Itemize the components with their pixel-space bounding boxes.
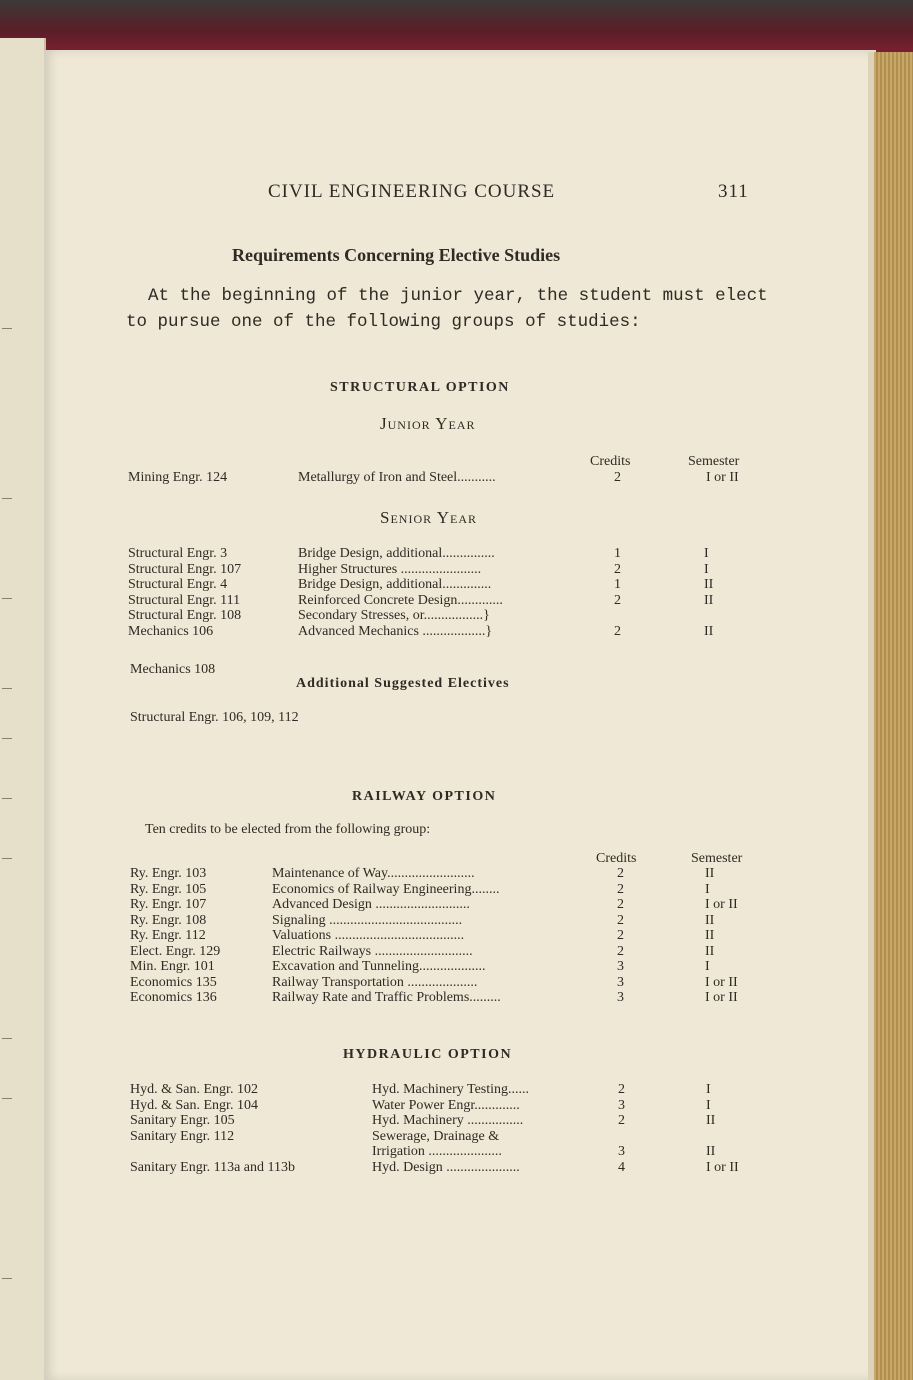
hydraulic-row-course: Irrigation ..................... [372, 1144, 502, 1159]
page-number: 311 [718, 181, 749, 202]
railway-row-code: Economics 135 [130, 974, 217, 990]
senior-row-course: Higher Structures ....................... [298, 561, 482, 577]
senior-row-code: Structural Engr. 4 [128, 577, 228, 592]
railway-row-credits: 3 [617, 959, 624, 974]
hydraulic-row-course: Sewerage, Drainage & [372, 1128, 500, 1144]
hydraulic-row-code: Hyd. & San. Engr. 102 [130, 1082, 258, 1097]
senior-row-credits: 2 [614, 561, 621, 577]
senior-row-course: Bridge Design, additional.............. [298, 577, 492, 592]
intro-line-2: to pursue one of the following groups of studies: [126, 312, 641, 332]
hydraulic-row-credits: 3 [618, 1144, 625, 1159]
junior-row-code: Mining Engr. 124 [128, 470, 228, 485]
railway-row-credits: 2 [617, 881, 624, 897]
senior-row-credits: 1 [614, 546, 621, 561]
junior-row-credits: 2 [614, 470, 621, 485]
senior-year-title: Senior Year [380, 508, 478, 527]
railway-row-credits: 2 [617, 928, 624, 943]
senior-row-code: Structural Engr. 111 [128, 592, 241, 608]
railway-note: Ten credits to be elected from the following group: [145, 822, 431, 837]
hydraulic-row-semester: I [706, 1082, 711, 1097]
railway-row-credits: 2 [617, 912, 624, 928]
credits-label: Credits [590, 454, 631, 469]
senior-row-code: Structural Engr. 3 [128, 546, 228, 561]
running-header: CIVIL ENGINEERING COURSE [268, 181, 556, 202]
hydraulic-row-credits: 2 [618, 1113, 625, 1128]
senior-row-credits: 2 [614, 592, 621, 608]
railway-row-semester: I or II [705, 897, 738, 912]
railway-row-course: Economics of Railway Engineering........ [272, 881, 500, 897]
hydraulic-row-code: Sanitary Engr. 105 [130, 1113, 235, 1128]
senior-row-semester: I [704, 546, 709, 561]
railway-row-semester: I [705, 881, 710, 897]
railway-semester-label: Semester [691, 851, 743, 866]
hydraulic-option-title: HYDRAULIC OPTION [343, 1047, 513, 1062]
book-binding [0, 0, 913, 52]
railway-row-course: Railway Transportation .................... [272, 974, 478, 990]
hydraulic-row-semester: I or II [706, 1159, 739, 1175]
senior-row-course: Reinforced Concrete Design............. [298, 592, 503, 608]
senior-row-course: Secondary Stresses, or.................} [298, 608, 490, 623]
senior-row-course: Advanced Mechanics ..................} [298, 623, 493, 639]
railway-row-credits: 3 [617, 990, 624, 1005]
hydraulic-row-code: Sanitary Engr. 112 [130, 1128, 235, 1144]
railway-row-code: Min. Engr. 101 [130, 959, 215, 974]
railway-row-code: Economics 136 [130, 990, 217, 1005]
section-heading: Requirements Concerning Elective Studies [232, 245, 561, 265]
railway-option-title: RAILWAY OPTION [352, 789, 497, 804]
hydraulic-row-course: Hyd. Machinery ................ [372, 1113, 524, 1128]
railway-row-course: Advanced Design ........................... [272, 897, 470, 912]
hydraulic-row-credits: 2 [618, 1082, 625, 1097]
hydraulic-row-code: Sanitary Engr. 113a and 113b [130, 1159, 295, 1175]
railway-row-credits: 2 [617, 897, 624, 912]
railway-row-code: Ry. Engr. 108 [130, 912, 207, 928]
senior-row-semester: II [704, 623, 714, 639]
railway-row-course: Maintenance of Way......................... [272, 866, 475, 881]
railway-row-semester: I or II [705, 974, 738, 990]
senior-row-code: Mechanics 106 [128, 623, 214, 639]
railway-credits-label: Credits [596, 851, 637, 866]
junior-row-course: Metallurgy of Iron and Steel........... [298, 470, 496, 485]
senior-row-credits: 1 [614, 577, 621, 592]
intro-line-1: At the beginning of the junior year, the student must elect [148, 286, 768, 306]
hydraulic-row-course: Water Power Engr............. [372, 1097, 520, 1113]
hydraulic-row-semester: II [706, 1113, 716, 1128]
railway-row-credits: 3 [617, 974, 624, 990]
railway-row-semester: I [705, 959, 710, 974]
senior-row-semester: I [704, 561, 709, 577]
senior-row-semester: II [704, 592, 714, 608]
hydraulic-row-course: Hyd. Design ..................... [372, 1159, 520, 1175]
railway-row-semester: II [705, 912, 715, 928]
semester-label: Semester [688, 454, 740, 469]
railway-row-credits: 2 [617, 943, 624, 959]
hydraulic-row-credits: 4 [618, 1159, 625, 1175]
railway-row-semester: I or II [705, 990, 738, 1005]
railway-row-code: Elect. Engr. 129 [130, 943, 221, 959]
structural-option-title: STRUCTURAL OPTION [330, 380, 510, 395]
junior-row-semester: I or II [706, 470, 739, 485]
railway-row-course: Electric Railways ............................ [272, 943, 473, 959]
senior-row-code: Structural Engr. 107 [128, 561, 242, 577]
hydraulic-row-code: Hyd. & San. Engr. 104 [130, 1097, 258, 1113]
railway-row-semester: II [705, 866, 715, 881]
railway-row-code: Ry. Engr. 103 [130, 866, 207, 881]
hydraulic-row-semester: II [706, 1144, 716, 1159]
railway-row-code: Ry. Engr. 107 [130, 897, 207, 912]
railway-row-course: Signaling ...................................... [272, 912, 463, 928]
facing-page-edge [0, 38, 46, 1380]
railway-row-code: Ry. Engr. 105 [130, 881, 207, 897]
suggested-electives-list: Structural Engr. 106, 109, 112 [130, 710, 299, 725]
junior-year-title: Junior Year [380, 414, 476, 433]
suggested-electives-title: Additional Suggested Electives [296, 676, 510, 691]
railway-row-code: Ry. Engr. 112 [130, 928, 206, 943]
hydraulic-row-course: Hyd. Machinery Testing...... [372, 1082, 530, 1097]
page-stack-edge [874, 52, 913, 1380]
senior-row-code: Structural Engr. 108 [128, 608, 242, 623]
railway-row-credits: 2 [617, 866, 624, 881]
senior-row-credits: 2 [614, 623, 621, 639]
railway-row-semester: II [705, 928, 715, 943]
railway-row-course: Valuations ..................................... [272, 928, 465, 943]
hydraulic-row-semester: I [706, 1097, 711, 1113]
railway-row-course: Railway Rate and Traffic Problems......... [272, 990, 501, 1005]
railway-row-semester: II [705, 943, 715, 959]
railway-row-course: Excavation and Tunneling................... [272, 959, 486, 974]
mechanics-108: Mechanics 108 [130, 662, 216, 677]
senior-row-semester: II [704, 577, 714, 592]
hydraulic-row-credits: 3 [618, 1097, 625, 1113]
senior-row-course: Bridge Design, additional............... [298, 546, 495, 561]
